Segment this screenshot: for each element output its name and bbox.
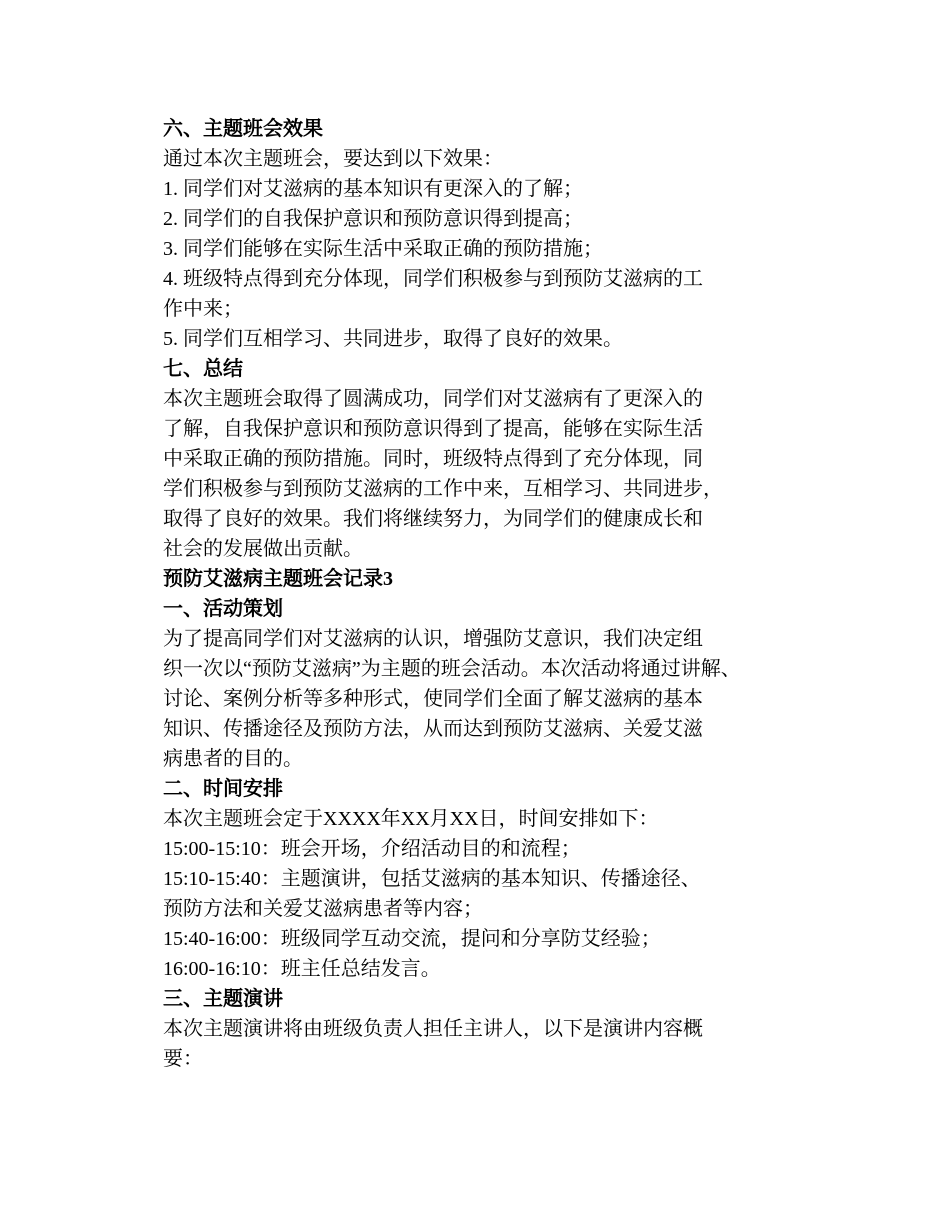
effect-item-2: 2. 同学们的自我保护意识和预防意识得到提高； (163, 208, 583, 230)
schedule-item: 15:10-15:40：主题演讲，包括艾滋病的基本知识、传播途径、 (163, 868, 701, 890)
effect-item-5: 5. 同学们互相学习、共同进步，取得了良好的效果。 (163, 328, 623, 350)
paragraph-line: 本次主题班会取得了圆满成功，同学们对艾滋病有了更深入的 (163, 388, 703, 410)
paragraph-line: 本次主题班会定于XXXX年XX月XX日，时间安排如下： (163, 808, 659, 830)
record-title: 预防艾滋病主题班会记录3 (163, 568, 393, 590)
effect-item-1: 1. 同学们对艾滋病的基本知识有更深入的了解； (163, 178, 583, 200)
paragraph-line: 知识、传播途径及预防方法，从而达到预防艾滋病、关爱艾滋 (163, 718, 703, 740)
document-body (163, 114, 793, 1074)
paragraph-line: 病患者的目的。 (163, 748, 303, 770)
effect-item-4-cont: 作中来； (163, 298, 243, 320)
schedule-item: 15:40-16:00：班级同学互动交流，提问和分享防艾经验； (163, 928, 661, 950)
effect-item-4: 4. 班级特点得到充分体现，同学们积极参与到预防艾滋病的工 (163, 268, 703, 290)
schedule-item: 16:00-16:10：班主任总结发言。 (163, 958, 441, 980)
section-heading-summary: 七、总结 (163, 358, 243, 380)
section-heading-schedule: 二、时间安排 (163, 778, 283, 800)
schedule-item: 15:00-15:10：班会开场，介绍活动目的和流程； (163, 838, 581, 860)
paragraph-line: 社会的发展做出贡献。 (163, 538, 363, 560)
paragraph-line: 讨论、案例分析等多种形式，使同学们全面了解艾滋病的基本 (163, 688, 703, 710)
paragraph-line: 要： (163, 1048, 203, 1070)
paragraph-line: 取得了良好的效果。我们将继续努力，为同学们的健康成长和 (163, 508, 703, 530)
paragraph-line: 织一次以“预防艾滋病”为主题的班会活动。本次活动将通过讲解、 (163, 658, 741, 680)
paragraph-line: 为了提高同学们对艾滋病的认识，增强防艾意识，我们决定组 (163, 628, 703, 650)
section-heading-planning: 一、活动策划 (163, 598, 283, 620)
paragraph-line: 学们积极参与到预防艾滋病的工作中来，互相学习、共同进步， (163, 478, 723, 500)
section-heading-speech: 三、主题演讲 (163, 988, 283, 1010)
paragraph-line: 中采取正确的预防措施。同时，班级特点得到了充分体现，同 (163, 448, 703, 470)
schedule-item-cont: 预防方法和关爱艾滋病患者等内容； (163, 898, 483, 920)
paragraph-line: 了解，自我保护意识和预防意识得到了提高，能够在实际生活 (163, 418, 703, 440)
paragraph-line: 本次主题演讲将由班级负责人担任主讲人，以下是演讲内容概 (163, 1018, 703, 1040)
paragraph-line: 通过本次主题班会，要达到以下效果： (163, 148, 503, 170)
section-heading-effects: 六、主题班会效果 (163, 118, 323, 140)
effect-item-3: 3. 同学们能够在实际生活中采取正确的预防措施； (163, 238, 603, 260)
